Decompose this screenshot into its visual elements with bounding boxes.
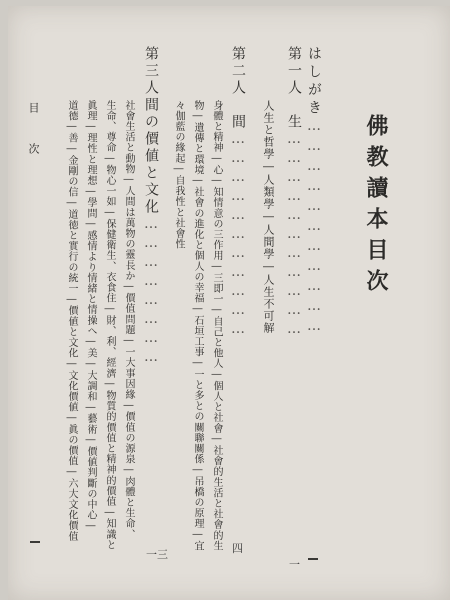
- book-page: [8, 6, 450, 600]
- chapter-2-page: 四: [232, 542, 243, 555]
- running-page-number: [30, 541, 40, 543]
- chapter-2-summary-line-3: 々伽藍の緣起―自我性と社會性: [173, 100, 184, 250]
- chapter-1-page: 一: [289, 558, 300, 571]
- chapter-1-dots: ……………………………: [286, 131, 302, 340]
- chapter-2-summary-line-1: 身體と精神―心―知情意の三作用―三即一―自己と他人―個人と社會―社會的生活と社會的生: [211, 100, 222, 552]
- chapter-3-dots: ……………………: [143, 216, 159, 368]
- chapter-1-label: 第一人 生: [286, 46, 302, 131]
- chapter-3-summary-line-3: 眞理―理性と理想―學問―感情より情緒と情操へ―美―大調和―藝術―價値判斷の中心―: [85, 100, 96, 532]
- chapter-3-summary-line-1: 社會生活と動物―人間は萬物の靈長か―價值問題―一大事因緣―價值の源泉―肉體と生命、: [123, 100, 134, 540]
- chapter-2-dots: ……………………………: [230, 131, 246, 340]
- toc-entry-preface: [307, 46, 321, 338]
- running-head: 目次: [27, 102, 40, 184]
- chapter-3-summary-line-4: 道德―善―金剛の信―道徳と實行の統一―價値と文化―文化價値―眞の價值―六大文化價值: [66, 100, 77, 542]
- chapter-1-summary: 人生と哲學―人類學―人間學―人生不可解: [262, 100, 275, 334]
- chapter-3-page: 一三: [146, 548, 168, 561]
- page-title: 佛教讀本目次: [363, 114, 389, 300]
- chapter-3-label: 第三人間の價値と文化: [143, 46, 159, 216]
- toc-entry-chapter-2: [231, 46, 245, 340]
- chapter-3-summary-line-2: 生命、尊命―物心一如―保健衛生、衣食住―財、利、經濟―物質的價值と精神的價值―知識と: [104, 100, 115, 551]
- toc-entry-chapter-1: [287, 46, 301, 340]
- preface-page-number: [308, 558, 318, 560]
- toc-entry-chapter-3: [144, 46, 158, 368]
- chapter-2-summary-line-2: 物―遺傳と環境―社會の進化と個人の幸福―石垣工事―一と多との關聯關係―吊橋の原理―宜: [192, 100, 203, 552]
- preface-dots: ……………………………: [306, 118, 322, 338]
- preface-label: はしがき: [306, 46, 322, 118]
- chapter-2-label: 第二人 間: [230, 46, 246, 131]
